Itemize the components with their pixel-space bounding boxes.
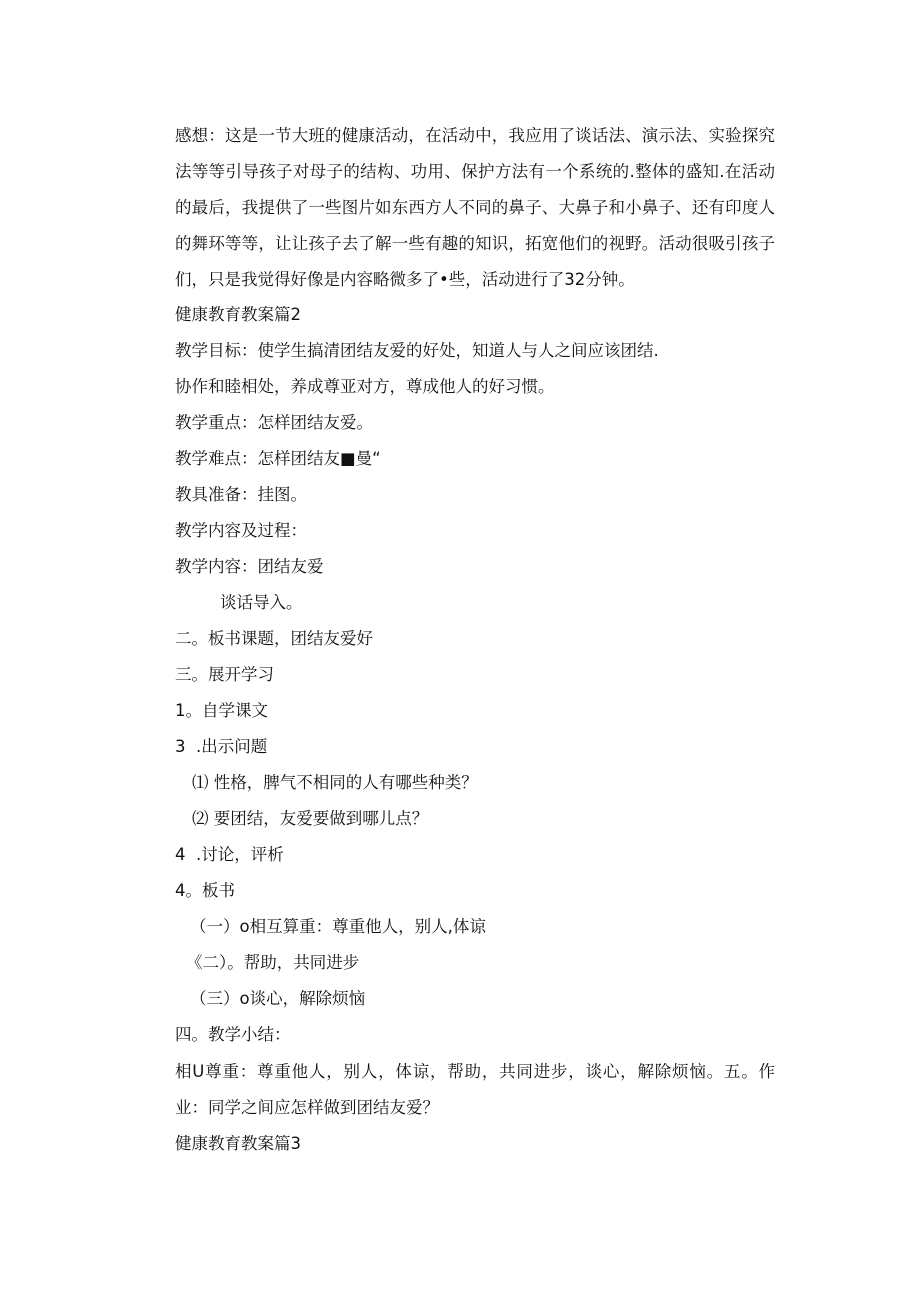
substep-1-line: 1。自学课文 — [175, 701, 268, 720]
teaching-goal-continued: 协作和睦相处，养成尊亚对方，尊成他人的好习惯。 — [175, 377, 555, 396]
reflection-paragraph: 感想：这是一节大班的健康活动，在活动中，我应用了谈话法、演示法、实验探究法等等引导孩子对母子的结构、功用、保护方法有一个系统的.整体的盛知.在活动的最后，我提供了一些图片如东西方人不同的鼻子、大鼻子和小鼻子、还有印度人的舞环等等，让让孩子去了解一些有趣的知识，拓宽他们的视野。活动很吸引孩子们，只是我觉得好像是内容略微多了•些，活动进行了32分钟。 — [175, 126, 775, 289]
teaching-aids-line: 教具准备：挂图。 — [175, 485, 307, 504]
substep-4-line: 4 .讨论，评析 — [175, 845, 284, 864]
substep-3-line: 3 .出示问题 — [175, 737, 268, 756]
step-3-line: 三。展开学习 — [175, 665, 274, 684]
teaching-goal-line: 教学目标：使学生搞清团结友爱的好处，知道人与人之间应该团结. — [175, 341, 659, 360]
board-item-3: （三）o谈心，解除烦恼 — [190, 989, 366, 1008]
summary-paragraph: 相U尊重：尊重他人，别人，体谅，帮助，共同进步，谈心，解除烦恼。五。作业：同学之间应怎样做到团结友爱？ — [175, 1062, 775, 1117]
teaching-difficulty-line: 教学难点：怎样团结友■曼“ — [175, 449, 381, 468]
teaching-focus-line: 教学重点：怎样团结友爱。 — [175, 413, 373, 432]
board-item-1: （一）o相互算重：尊重他人，别人,体谅 — [190, 917, 486, 936]
step-2-line: 二。板书课题，团结友爱好 — [175, 629, 373, 648]
section-heading-2: 健康教育教案篇2 — [175, 305, 301, 324]
step-4-summary-heading: 四。教学小结： — [175, 1025, 291, 1044]
intro-line: 谈话导入。 — [220, 593, 303, 612]
board-item-2: 《二）。帮助，共同进步 — [186, 953, 360, 972]
question-1-line: ⑴ 性格，脾气不相同的人有哪些种类？ — [192, 773, 478, 792]
question-2-line: ⑵ 要团结，友爱要做到哪儿点？ — [192, 809, 429, 828]
board-writing-line: 4。板书 — [175, 881, 235, 900]
teaching-content-line: 教学内容：团结友爱 — [175, 557, 324, 576]
section-heading-3: 健康教育教案篇3 — [175, 1134, 301, 1153]
content-and-process-line: 教学内容及过程： — [175, 521, 307, 540]
